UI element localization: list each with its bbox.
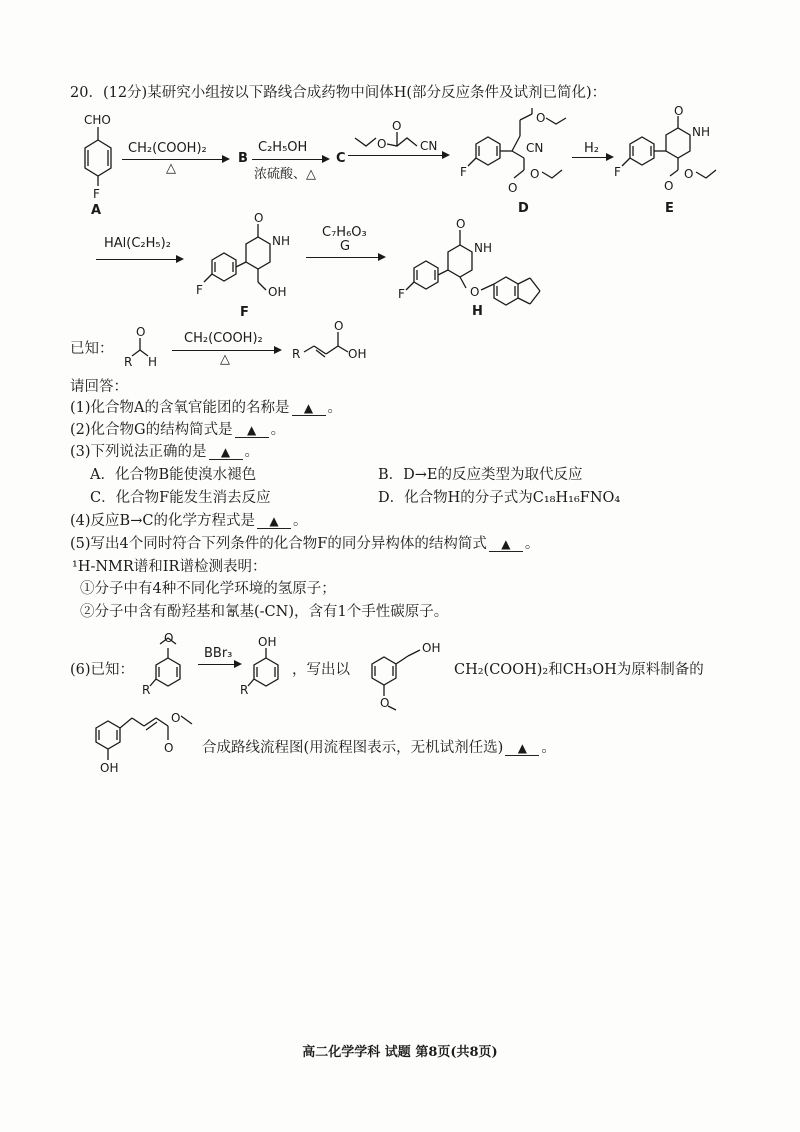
label-f: F	[240, 305, 249, 320]
arrow-b-c	[252, 159, 328, 160]
compound-h-structure	[396, 212, 566, 312]
anisole-r: R	[142, 683, 151, 697]
target-oh: OH	[100, 761, 119, 775]
e-nh: NH	[692, 125, 710, 139]
cond-f-h-bottom: G	[340, 239, 351, 254]
h-fluoro: F	[398, 287, 405, 301]
acrylic-acid-structure	[290, 318, 380, 364]
cond-a-b-top: CH₂(COOH)₂	[128, 141, 207, 156]
cho-label: CHO	[84, 113, 111, 127]
q2-blank[interactable]: ▲	[235, 423, 269, 438]
q5-line	[70, 532, 539, 553]
aldehyde-h: H	[148, 355, 158, 369]
q1-line	[70, 396, 342, 417]
q1-period: 。	[327, 400, 343, 416]
q5-condition-1: ①分子中有4种不同化学环境的氢原子；	[80, 581, 336, 597]
arrow-f-h	[306, 257, 384, 258]
alcohol-oh: OH	[422, 641, 441, 655]
cond-f-h-top: C₇H₆O₃	[322, 225, 367, 240]
cond-a-b-bottom: △	[166, 161, 176, 176]
methoxy-o: O	[380, 696, 390, 710]
page-footer: 高二化学学科 试题 第8页(共8页)	[302, 1045, 498, 1060]
cyanoacetate-structure	[350, 119, 450, 166]
answer-prompt: 请回答：	[70, 379, 128, 395]
acrylic-r: R	[292, 347, 301, 361]
q4-blank[interactable]: ▲	[257, 514, 291, 529]
target-ester-o: O	[171, 711, 181, 725]
q5-note: ¹H-NMR谱和IR谱检测表明：	[72, 559, 267, 575]
phenol-structure	[240, 636, 296, 700]
methoxyphenethyl-alcohol-structure	[352, 634, 452, 714]
arrow-d-e	[572, 157, 612, 158]
bbr3-reagent: BBr₃	[204, 646, 233, 661]
q5-condition-2: ②分子中含有酚羟基和氰基(-CN)，含有1个手性碳原子。	[80, 604, 449, 620]
e-fluoro: F	[614, 165, 621, 179]
q3-line	[70, 440, 259, 461]
anisole-o: O	[164, 631, 174, 645]
d-fluoro: F	[460, 165, 467, 179]
label-b: B	[238, 151, 248, 166]
f-oh: OH	[268, 285, 287, 299]
target-carbonyl-o: O	[164, 741, 174, 755]
cond-e-f-top: HAl(C₂H₅)₂	[104, 236, 171, 251]
arrow-a-b	[122, 159, 228, 160]
anisole-structure	[142, 631, 202, 700]
acrylic-o: O	[334, 319, 344, 333]
compound-f-structure	[194, 212, 312, 308]
label-c: C	[336, 151, 346, 166]
q2-line	[70, 418, 285, 439]
compound-d-structure	[458, 108, 576, 198]
ester-o: O	[377, 137, 387, 151]
known-cond-top: CH₂(COOH)₂	[184, 331, 263, 346]
q6-end-line	[202, 736, 556, 757]
cond-d-e-top: H₂	[584, 141, 599, 156]
q6-period: 。	[541, 740, 556, 756]
label-h: H	[472, 304, 483, 319]
fluoro-label: F	[93, 187, 100, 201]
d-cn: CN	[526, 141, 544, 155]
q3-option-b: B．D→E的反应类型为取代反应	[378, 467, 583, 483]
q4-line	[70, 509, 307, 530]
e-carbonyl-o: O	[674, 104, 684, 118]
label-a: A	[91, 203, 102, 218]
q5-period: 。	[524, 536, 540, 552]
q3-period: 。	[244, 444, 260, 460]
q2-text: (2)化合物G的结构简式是	[70, 422, 233, 438]
phenol-oh: OH	[258, 635, 277, 649]
q6-blank[interactable]: ▲	[505, 741, 539, 756]
e-ester-o1: O	[664, 179, 674, 193]
q6-tail: CH₂(COOH)₂和CH₃OH为原料制备的	[454, 662, 704, 678]
q6-end-text: 合成路线流程图(用流程图表示，无机试剂任选)	[202, 740, 504, 756]
q3-option-d: D．化合物H的分子式为C₁₈H₁₆FNO₄	[378, 490, 621, 506]
q2-period: 。	[270, 422, 286, 438]
arrow-c-d	[348, 155, 448, 156]
acrylic-oh: OH	[348, 347, 367, 361]
e-ester-o2: O	[684, 167, 694, 181]
phenol-r: R	[240, 683, 249, 697]
q3-option-c: C．化合物F能发生消去反应	[90, 490, 271, 506]
compound-e-structure	[612, 106, 730, 198]
q3-text: (3)下列说法正确的是	[70, 444, 207, 460]
cond-b-c-bottom: 浓硫酸、△	[254, 167, 316, 182]
q4-period: 。	[292, 513, 308, 529]
aldehyde-structure	[122, 322, 172, 369]
arrow-known	[172, 350, 280, 351]
d-ester-o3: O	[530, 167, 540, 181]
h-nh: NH	[474, 241, 492, 255]
d-ester-o2: O	[508, 181, 518, 195]
q6-prefix: (6)已知：	[70, 662, 135, 678]
target-ester-structure	[74, 698, 204, 778]
q4-text: (4)反应B→C的化学方程式是	[70, 513, 255, 529]
q1-blank[interactable]: ▲	[292, 401, 326, 416]
arrow-e-f	[96, 259, 182, 260]
carbonyl-o: O	[392, 119, 402, 133]
known-prefix: 已知：	[70, 341, 114, 357]
h-ether-o: O	[470, 285, 480, 299]
q3-blank[interactable]: ▲	[209, 445, 243, 460]
cn-label: CN	[420, 139, 438, 153]
q5-blank[interactable]: ▲	[489, 537, 523, 552]
known-cond-bottom: △	[220, 352, 230, 367]
f-nh: NH	[272, 234, 290, 248]
aldehyde-o: O	[136, 325, 146, 339]
q5-text: (5)写出4个同时符合下列条件的化合物F的同分异构体的结构简式	[70, 536, 487, 552]
q3-option-a: A．化合物B能使溴水褪色	[90, 467, 257, 483]
q6-mid: ，写出以	[292, 662, 350, 678]
aldehyde-r: R	[124, 355, 133, 369]
q1-text: (1)化合物A的含氧官能团的名称是	[70, 400, 290, 416]
f-carbonyl-o: O	[254, 211, 264, 225]
h-carbonyl-o: O	[456, 217, 466, 231]
d-ester-o1: O	[536, 111, 546, 125]
label-d: D	[518, 201, 529, 216]
label-e: E	[665, 201, 674, 216]
question-header: 20．(12分)某研究小组按以下路线合成药物中间体H(部分反应条件及试剂已简化)：	[70, 85, 607, 101]
cond-b-c-top: C₂H₅OH	[258, 140, 308, 155]
arrow-bbr3	[198, 664, 240, 665]
f-fluoro: F	[196, 283, 203, 297]
